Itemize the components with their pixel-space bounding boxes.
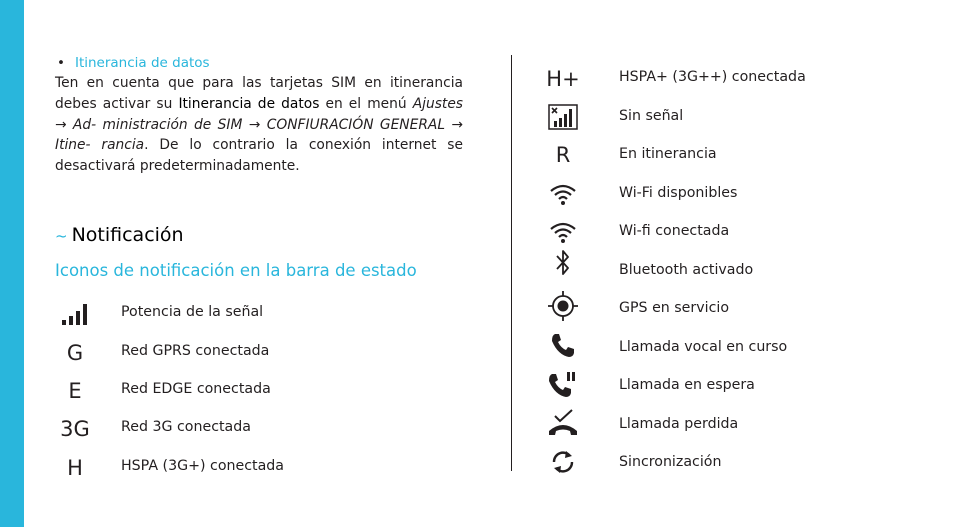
row-label: Wi-Fi disponibles bbox=[619, 185, 738, 201]
row-label: Sincronización bbox=[619, 454, 722, 470]
row-label: Wi-fi conectada bbox=[619, 223, 730, 239]
row-label: Potencia de la señal bbox=[121, 304, 264, 320]
row-label: Red EDGE conectada bbox=[121, 381, 271, 397]
row-hspa-plus bbox=[543, 63, 583, 95]
row-roaming bbox=[543, 139, 583, 171]
row-missed-call bbox=[543, 406, 583, 438]
left-accent-bar bbox=[0, 0, 24, 527]
paragraph-strong: Itinerancia de datos bbox=[178, 95, 320, 112]
3g-icon: 3G bbox=[60, 416, 90, 441]
column-divider bbox=[511, 55, 512, 471]
bluetooth-icon bbox=[543, 247, 583, 279]
wifi-available-icon bbox=[543, 178, 583, 210]
no-signal-icon bbox=[543, 101, 583, 133]
row-label: Red GPRS conectada bbox=[121, 343, 270, 359]
section-subtitle: Iconos de notificación en la barra de estado bbox=[55, 261, 417, 280]
row-bluetooth bbox=[543, 247, 583, 279]
gps-icon bbox=[543, 290, 583, 322]
section-tilde: ~ bbox=[55, 227, 68, 245]
row-hspa bbox=[55, 452, 95, 484]
wifi-connected-icon bbox=[543, 216, 583, 248]
signal-strength-icon bbox=[55, 298, 95, 330]
row-3g bbox=[55, 413, 95, 445]
row-label: GPS en servicio bbox=[619, 300, 730, 316]
row-label: En itinerancia bbox=[619, 146, 717, 162]
roaming-paragraph bbox=[55, 73, 463, 177]
row-label: Bluetooth activado bbox=[619, 262, 754, 278]
phone-call-icon bbox=[543, 329, 583, 361]
row-wifi-connected bbox=[543, 216, 583, 248]
gprs-icon: G bbox=[66, 340, 84, 365]
menu-path: Ajustes → Ad- ministración de SIM → CONFIURACIÓN GENERAL → Itine- rancia bbox=[55, 95, 463, 154]
row-gprs bbox=[55, 337, 95, 369]
row-label: HSPA (3G+) conectada bbox=[121, 458, 284, 474]
row-call-hold bbox=[543, 368, 583, 400]
row-edge bbox=[55, 375, 95, 407]
row-sync bbox=[543, 446, 583, 478]
row-label: Llamada en espera bbox=[619, 377, 755, 393]
row-no-signal bbox=[543, 101, 583, 133]
bullet-dot: • bbox=[57, 55, 65, 71]
paragraph-text-1: Ten en cuenta que para las tarjetas SIM en itinerancia debes activar su bbox=[55, 75, 463, 112]
roaming-icon: R bbox=[555, 142, 571, 167]
paragraph-text-3: . De lo contrario la conexión internet se desactivará predeterminadamente. bbox=[55, 137, 463, 175]
bullet-heading bbox=[57, 54, 210, 72]
hspa-plus-icon: H+ bbox=[546, 66, 580, 91]
row-label: HSPA+ (3G++) conectada bbox=[619, 69, 806, 85]
row-signal bbox=[55, 298, 95, 330]
hspa-icon: H bbox=[67, 455, 83, 480]
section-title bbox=[55, 222, 184, 249]
row-call bbox=[543, 329, 583, 361]
paragraph-text-2: en el menú bbox=[319, 95, 413, 112]
row-label: Sin señal bbox=[619, 108, 684, 124]
section-title-text: Notificación bbox=[71, 224, 184, 246]
missed-call-icon bbox=[543, 406, 583, 438]
row-gps bbox=[543, 290, 583, 322]
row-label: Red 3G conectada bbox=[121, 419, 251, 435]
row-label: Llamada vocal en curso bbox=[619, 339, 788, 355]
edge-icon: E bbox=[68, 378, 82, 403]
bullet-title: Itinerancia de datos bbox=[74, 55, 210, 71]
row-wifi-available bbox=[543, 178, 583, 210]
row-label: Llamada perdida bbox=[619, 416, 739, 432]
call-hold-icon bbox=[543, 368, 583, 400]
sync-icon bbox=[543, 446, 583, 478]
